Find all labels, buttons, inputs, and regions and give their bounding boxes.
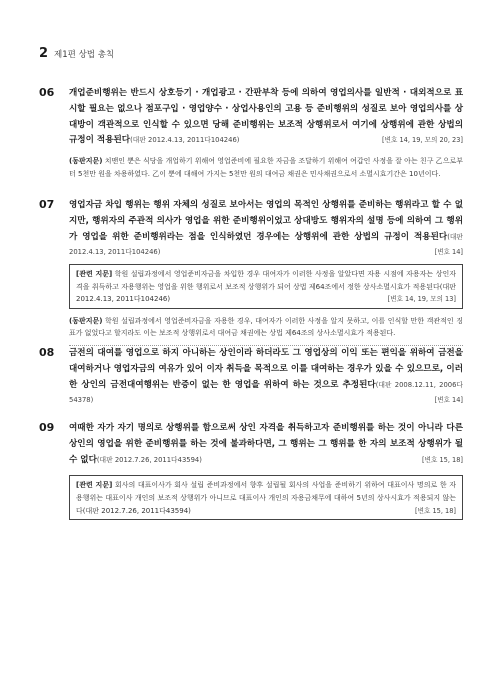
section-title: 제1편 상법 총칙 xyxy=(54,50,115,60)
question-number: 07 xyxy=(39,198,55,211)
question-item-09 xyxy=(39,421,463,520)
related-question-box xyxy=(69,475,463,520)
exam-reference: [변호 14] xyxy=(434,396,463,405)
case-citation: (대판 2008.12.11, 2006다54378) xyxy=(69,380,463,405)
box-text: 학원 설립과정에서 영업준비자금을 차입한 경우 대여자가 이러한 사정을 알았다면 자용 시점에 자용자는 상인자격을 취득하고 자용행위는 영업을 위한 행위로서 보조적 상행위가 되어 상법 제64조에서 정한 상사소멸시효가 적용된다 xyxy=(76,270,456,291)
question-number: 06 xyxy=(39,86,55,99)
box-citation: (대판 2012.7.26, 2011다43594) xyxy=(82,506,191,515)
exam-reference: [변호 15, 18] xyxy=(422,455,463,464)
box-tag: [관련 지문] xyxy=(76,481,113,490)
case-citation: (대판 2012.7.26, 2011다43594) xyxy=(96,455,202,464)
related-note xyxy=(69,315,463,340)
related-note xyxy=(69,155,463,180)
question-body xyxy=(69,421,463,520)
question-number: 08 xyxy=(39,346,55,359)
box-reference: [변호 15, 18] xyxy=(415,506,456,515)
box-text: 회사의 대표이사가 회사 설립 준비과정에서 향후 설립될 회사의 사업을 준비하기 위하여 대표이사 명의로 한 자용행위는 대표이사 개인의 보조적 상행위가 아니므로 대표이사 개인의 자용금채무에 대하여 5년의 상사시효가 적용되지 않는다 xyxy=(76,481,456,515)
page-header xyxy=(39,46,114,61)
related-question-box xyxy=(69,264,463,309)
question-item-08 xyxy=(39,346,463,409)
note-tag: (동판지문) xyxy=(69,316,103,325)
statement-text: 개업준비행위는 반드시 상호등기 · 개업광고 · 간판부착 등에 의하여 영업의사를 일반적 · 대외적으로 표시할 필요는 없으나 점포구입 · 영업양수 · 상업사용인의 고용 등 준비행위의 성질로 보아 영업의사를 상대방이 객관적으로 인식할 수 있으면 당해 준비행위는 보조적 상행위로서 여기에 상행위에 관한 상법의 규정이 적용된다 xyxy=(69,88,463,146)
statement-text: 금전의 대여를 영업으로 하지 아니하는 상인이라 하더라도 그 영업상의 이익 또는 편익을 위하여 금전을 대여하거나 영업자금의 여유가 있어 이자 취득을 목적으로 이를 대여하는 경우가 있을 수 있으므로, 이러한 상인의 금전대여행위는 반증이 없는 한 영업을 위하여 하는 것으로 추정된다 xyxy=(69,348,463,390)
question-body xyxy=(69,86,463,180)
exam-reference: [변호 14, 19, 모의 20, 23] xyxy=(382,136,463,145)
box-tag: [관련 지문] xyxy=(76,270,113,279)
statement-text: 여때한 자가 자기 명의로 상행위를 함으로써 상인 자격을 취득하고자 준비행위를 하는 것이 아니라 다른 상인의 영업을 위한 준비행위를 하는 것에 불과하다면, 그 행위는 그 행위를 한 자의 보조적 상행위가 될 수 없다 xyxy=(69,423,463,465)
question-number: 09 xyxy=(39,421,55,434)
exam-reference: [변호 14] xyxy=(434,248,463,257)
question-body xyxy=(69,346,463,409)
box-reference: [변호 14, 19, 모의 13] xyxy=(387,295,456,304)
question-body xyxy=(69,198,463,346)
statement-text: 영업자금 차입 행위는 행위 자체의 성질로 보아서는 영업의 목적인 상행위를 준비하는 행위라고 할 수 없지만, 행위자의 주관적 의사가 영업을 위한 준비행위이었고 상대방도 행위자의 설명 등에 의하여 그 행위가 영업을 위한 준비행위라는 점을 인식하였던 경우에는 상행위에 관한 상법의 규정이 적용된다 xyxy=(69,200,463,242)
case-citation: (대판 2012.4.13, 2011다104246) xyxy=(130,136,240,145)
note-tag: (동판지문) xyxy=(69,157,103,166)
note-text: 치맨인 뿐은 식당을 개업하기 위해여 영업준비에 필요한 자금을 조달하기 위해여 여갑인 사정을 잘 아는 친구 乙으로부터 5천만 원을 차용하였다. 乙이 뿐에 대해여 가지는 5천만 원의 대여금 채권은 민사채권으로서 소멸시효기간은 10년이다. xyxy=(69,157,463,178)
case-citation: (대판 2012.4.13, 2011다104246) xyxy=(69,232,463,257)
note-text: 학원 설립과정에서 영업준비자금을 자용한 경우, 대여자가 이러한 사정을 알지 못하고, 이를 인식할 만한 객관적인 징표가 없었다고 할지라도 이는 보조적 상행위로서 대여금 채권에는 상법 제64조의 상사소멸시효가 적용된다. xyxy=(69,316,463,338)
box-citation: (대판 2012.4.13, 2011다104246) xyxy=(76,282,456,304)
page-number: 2 xyxy=(39,46,49,61)
question-item-07 xyxy=(39,198,463,346)
question-item-06 xyxy=(39,86,463,180)
